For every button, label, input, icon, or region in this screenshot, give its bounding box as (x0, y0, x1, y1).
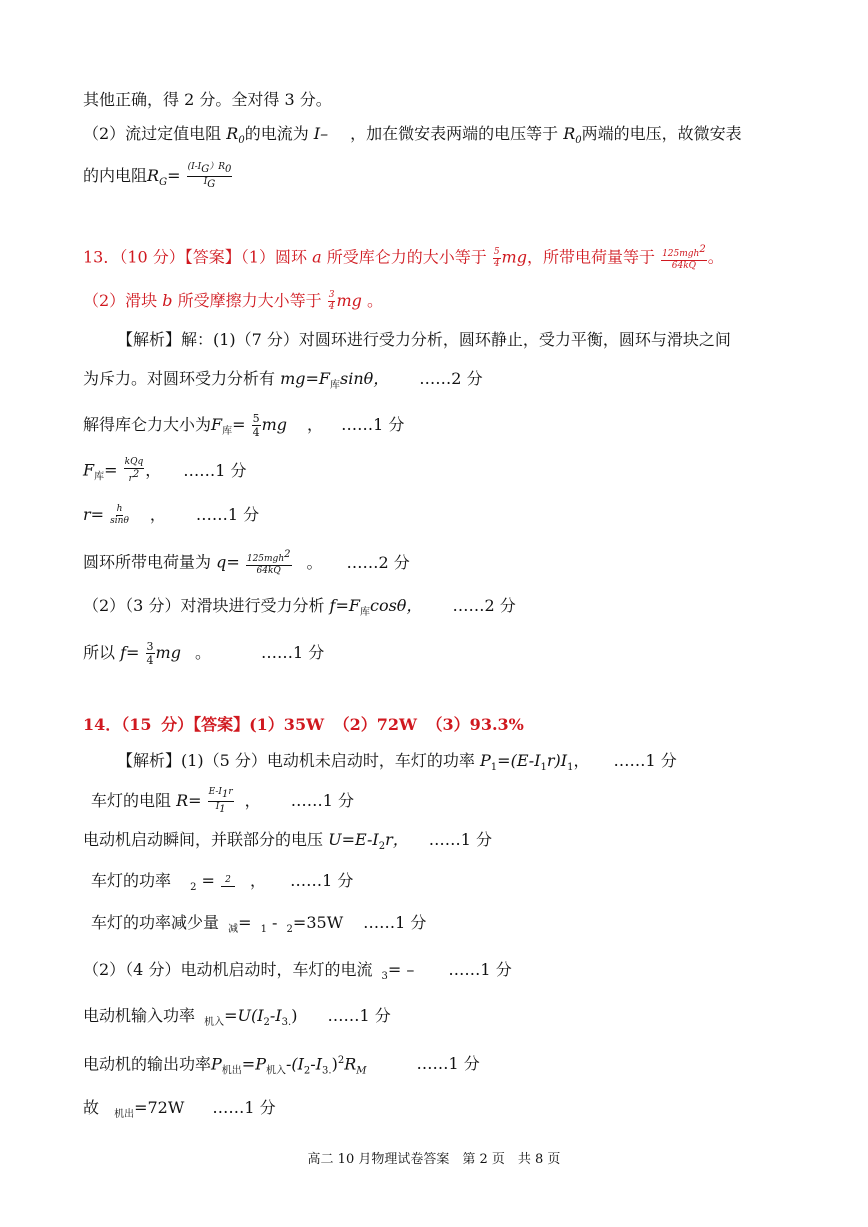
q13-answer-line2: （2）滑块 b 所受摩擦力大小等于 $\frac{3}{4}$ mg 。 (83, 290, 383, 312)
q13-solution-coulomb-force: 解得库仑力大小为$F_库=$ $\frac{5}{4}$ mg ， ……1 分 (83, 412, 405, 439)
q13-solution-charge: 圆环所带电荷量为 q= $\frac{125mgh^2}{64kQ}$ 。 ……2 分 (83, 549, 410, 576)
q13-answer-line1: 13．（10 分）【答案】（1）圆环 a 所受库仑力的大小等于 $\frac{5}{4}$ mg，所带电荷量等于 $\frac{125mgh^2}{64kQ}$ 。 (83, 244, 724, 271)
line-internal-resistance: 的内电阻$R_G=$ $\frac{(I-I_G)R_0}{I_G}$ (83, 162, 232, 190)
q13-solution-slider: （2）（3 分）对滑块进行受力分析 $f=F_库\cos\theta$， ……2 分 (83, 596, 516, 619)
q14-solution-lamp-current: （2）（4 分）电动机启动时，车灯的电流 $_3$= – ……1 分 (83, 960, 512, 983)
q14-solution-power-decrease: 车灯的功率减少量 $_减$= $_1$ - $_2$=35W ……1 分 (91, 913, 427, 936)
q14-solution-parallel-voltage: 电动机启动瞬间，并联部分的电压 $U=E-I_2r$， ……1 分 (83, 830, 492, 853)
q13-solution-force-balance: 为斥力。对圆环受力分析有 $mg=F_库\sin\theta$， ……2 分 (83, 369, 483, 392)
line-current-through-r0: （2）流过定值电阻 $R_0$的电流为 I– ，加在微安表两端的电压等于 $R_0$两端的电压，故微安表 (83, 124, 742, 147)
q13-five-fourths: $\frac{5}{4}$ (493, 246, 500, 269)
q13-solution-friction: 所以 f= $\frac{3}{4}$ mg 。 ……1 分 (83, 640, 325, 667)
q14-solution-lamp-power-2: 车灯的功率 $_2$ = 2 ， ……1 分 (91, 871, 354, 894)
q14-answer: 14．（15 分）【答案】(1）35W （2）72W （3）93.3% (83, 715, 524, 734)
q14-solution-motor-output: 电动机的输出功率$P_{机出}=P_{机入}-(I_2-I_{3.})^2R_M$ ……1 分 (83, 1054, 480, 1077)
q13-solution-coulomb-law: $F_库=$ $\frac{\text{kQq}}{r^2}$ ， ……1 分 (83, 457, 247, 484)
q13-charge-fraction: $\frac{125mgh^2}{64kQ}$ (662, 244, 706, 271)
line-scoring-note: 其他正确，得 2 分。全对得 3 分。 (83, 90, 332, 109)
q14-solution-lamp-resistance: 车灯的电阻 R= $\frac{E-I_1r}{I_1}$ ， ……1 分 (91, 787, 354, 815)
q14-solution-motor-input: 电动机输入功率 $_{机入}=U(I_2-I_{3.})$ ……1 分 (83, 1006, 391, 1029)
rg-fraction: $\frac{(I-I_G)R_0}{I_G}$ (187, 162, 232, 190)
q13-solution-intro: 【解析】解：(1)（7 分）对圆环进行受力分析，圆环静止，受力平衡，圆环与滑块之间 (117, 330, 731, 349)
q14-solution-result: 故 $_{机出}$=72W ……1 分 (83, 1098, 276, 1121)
q13-three-fourths: $\frac{3}{4}$ (328, 290, 335, 312)
q13-solution-distance: r= $\frac{h}{\sin\theta}$ ， ……1 分 (83, 504, 260, 526)
page-footer: 高二 10 月物理试卷答案 第 2 页 共 8 页 (307, 1152, 561, 1167)
q14-solution-lamp-power: 【解析】(1)（5 分）电动机未启动时，车灯的功率 $P_1=(E-I_1r)I_1$， ……1 分 (117, 751, 677, 774)
